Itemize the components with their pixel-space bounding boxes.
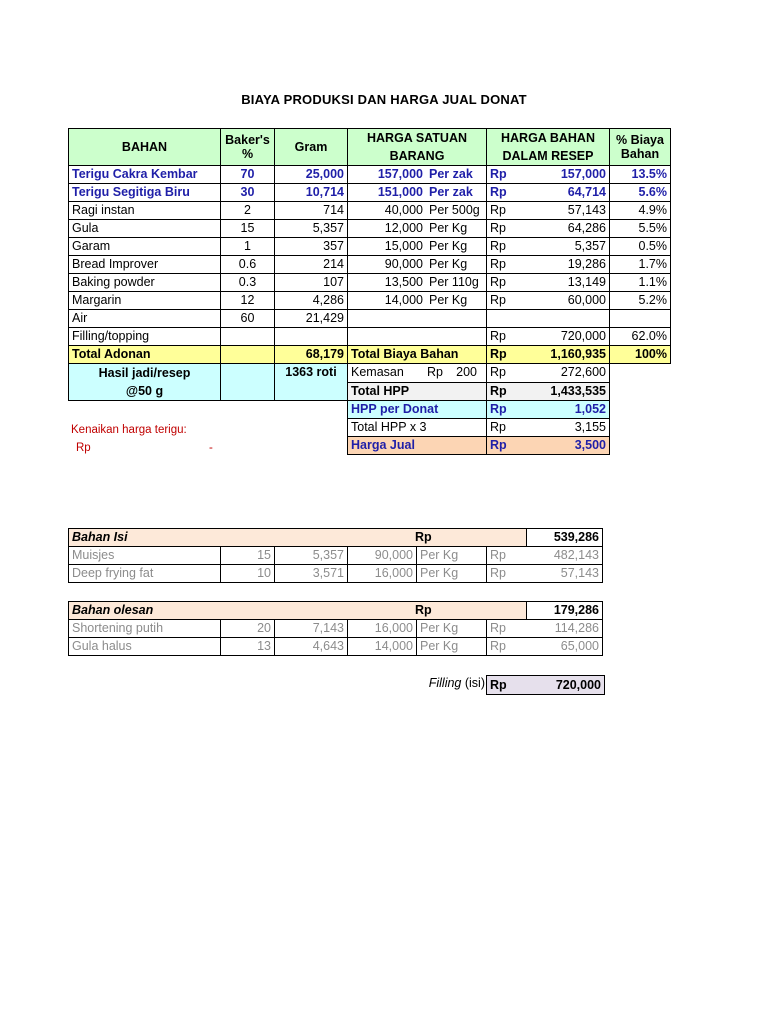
- hpp-donat-row: [69, 401, 671, 419]
- ingredient-gram: 21,429: [275, 310, 348, 328]
- hasil-roti: 1363 roti: [275, 364, 348, 401]
- item-value: 482,143: [527, 547, 603, 565]
- item-name: Deep frying fat: [69, 565, 221, 583]
- ingredient-name: Gula: [69, 220, 221, 238]
- ingredient-bakers: 0.3: [221, 274, 275, 292]
- item-rp: Rp: [487, 547, 527, 565]
- total-row: [69, 346, 671, 364]
- ingredient-name: Baking powder: [69, 274, 221, 292]
- ingredient-harga-satuan: [348, 328, 487, 346]
- table-row: [69, 328, 671, 346]
- ingredient-harga-bahan: Rp 64,714: [487, 184, 610, 202]
- ingredient-harga-bahan: Rp 157,000: [487, 166, 610, 184]
- table-row: [69, 256, 671, 274]
- table-row: [69, 238, 671, 256]
- ingredient-harga-satuan: 13,500 Per 110g: [348, 274, 487, 292]
- ingredient-harga-bahan: Rp 64,286: [487, 220, 610, 238]
- item-gram: 3,571: [275, 565, 348, 583]
- kenaikan-value: -: [209, 442, 213, 454]
- item-unit: Per Kg: [417, 620, 487, 638]
- item-harga: 16,000: [348, 620, 417, 638]
- bahan-isi-header: [69, 529, 603, 547]
- table-row: [69, 220, 671, 238]
- hpp-x3-value: Rp 3,155: [487, 419, 610, 437]
- ingredient-harga-bahan: [487, 310, 610, 328]
- ingredient-name: Margarin: [69, 292, 221, 310]
- bahan-olesan-value: Rp 179,286: [527, 602, 603, 620]
- ingredient-gram: 5,357: [275, 220, 348, 238]
- table-row: [69, 547, 603, 565]
- bahan-isi-table: [68, 528, 603, 583]
- cost-table: [68, 128, 671, 455]
- ingredient-name: Terigu Cakra Kembar: [69, 166, 221, 184]
- ingredient-harga-satuan: 15,000 Per Kg: [348, 238, 487, 256]
- table-row: [69, 166, 671, 184]
- kemasan-value: Rp 272,600: [487, 364, 610, 383]
- table-row: [69, 638, 603, 656]
- ingredient-harga-satuan: 12,000 Per Kg: [348, 220, 487, 238]
- table-row: [69, 184, 671, 202]
- ingredient-bakers: 60: [221, 310, 275, 328]
- kemasan-cell: Kemasan Rp 200: [348, 364, 487, 383]
- item-gram: 7,143: [275, 620, 348, 638]
- filling-value: Rp 720,000: [487, 676, 605, 695]
- total-biaya-label: Total Biaya Bahan: [348, 346, 487, 364]
- header-bakers: Baker's %: [221, 129, 275, 166]
- ingredient-persen: 0.5%: [610, 238, 671, 256]
- ingredient-harga-satuan: 151,000 Per zak: [348, 184, 487, 202]
- ingredient-persen: 1.7%: [610, 256, 671, 274]
- ingredient-persen: [610, 310, 671, 328]
- ingredient-bakers: 15: [221, 220, 275, 238]
- ingredient-harga-bahan: Rp 720,000: [487, 328, 610, 346]
- item-harga: 14,000: [348, 638, 417, 656]
- filling-label: Filling (isi): [428, 676, 485, 690]
- bahan-olesan-header: [69, 602, 603, 620]
- ingredient-name: Garam: [69, 238, 221, 256]
- page-title: BIAYA PRODUKSI DAN HARGA JUAL DONAT: [241, 92, 527, 107]
- ingredient-persen: 62.0%: [610, 328, 671, 346]
- ingredient-harga-bahan: Rp 57,143: [487, 202, 610, 220]
- total-hpp-value: Rp 1,433,535: [487, 382, 610, 401]
- ingredient-persen: 13.5%: [610, 166, 671, 184]
- total-gram: 68,179: [275, 346, 348, 364]
- ingredient-name: Filling/topping: [69, 328, 221, 346]
- item-pct: 10: [221, 565, 275, 583]
- hpp-donat-label: HPP per Donat: [348, 401, 487, 419]
- item-name: Gula halus: [69, 638, 221, 656]
- bahan-isi-label: Bahan Isi: [69, 529, 527, 547]
- ingredient-gram: 10,714: [275, 184, 348, 202]
- harga-jual-row: [69, 437, 671, 455]
- ingredient-gram: 107: [275, 274, 348, 292]
- item-name: Muisjes: [69, 547, 221, 565]
- ingredient-name: Air: [69, 310, 221, 328]
- kemasan-row: [69, 364, 671, 383]
- ingredient-bakers: 70: [221, 166, 275, 184]
- kenaikan-label: Kenaikan harga terigu:: [71, 424, 187, 436]
- ingredient-harga-satuan: [348, 310, 487, 328]
- bahan-olesan-table: [68, 601, 603, 656]
- item-gram: 4,643: [275, 638, 348, 656]
- ingredient-persen: 5.2%: [610, 292, 671, 310]
- item-rp: Rp: [487, 620, 527, 638]
- table-row: [69, 274, 671, 292]
- bahan-olesan-label: Bahan olesan: [69, 602, 527, 620]
- table-row: [69, 620, 603, 638]
- item-pct: 15: [221, 547, 275, 565]
- ingredient-harga-bahan: Rp 19,286: [487, 256, 610, 274]
- hpp-x3-label: Total HPP x 3: [348, 419, 487, 437]
- table-row: [69, 310, 671, 328]
- table-row: [69, 292, 671, 310]
- ingredient-gram: 357: [275, 238, 348, 256]
- hpp-donat-value: Rp 1,052: [487, 401, 610, 419]
- item-value: 57,143: [527, 565, 603, 583]
- ingredient-persen: 1.1%: [610, 274, 671, 292]
- item-value: 65,000: [527, 638, 603, 656]
- header-harga-bahan: HARGA BAHAN DALAM RESEP: [487, 129, 610, 166]
- ingredient-harga-satuan: 14,000 Per Kg: [348, 292, 487, 310]
- item-gram: 5,357: [275, 547, 348, 565]
- ingredient-persen: 5.5%: [610, 220, 671, 238]
- table-row: [69, 202, 671, 220]
- ingredient-gram: [275, 328, 348, 346]
- hasil-label: Hasil jadi/resep @50 g: [69, 364, 221, 401]
- ingredient-gram: 4,286: [275, 292, 348, 310]
- item-value: 114,286: [527, 620, 603, 638]
- header-persen-biaya: % Biaya Bahan: [610, 129, 671, 166]
- ingredient-persen: 5.6%: [610, 184, 671, 202]
- item-unit: Per Kg: [417, 565, 487, 583]
- ingredient-gram: 214: [275, 256, 348, 274]
- ingredient-name: Bread Improver: [69, 256, 221, 274]
- harga-jual-label: Harga Jual: [348, 437, 487, 455]
- item-rp: Rp: [487, 638, 527, 656]
- ingredient-bakers: 12: [221, 292, 275, 310]
- item-rp: Rp: [487, 565, 527, 583]
- ingredient-bakers: [221, 328, 275, 346]
- bahan-isi-value: Rp 539,286: [527, 529, 603, 547]
- ingredient-harga-bahan: Rp 5,357: [487, 238, 610, 256]
- item-name: Shortening putih: [69, 620, 221, 638]
- ingredient-name: Ragi instan: [69, 202, 221, 220]
- ingredient-gram: 714: [275, 202, 348, 220]
- total-hpp-label: Total HPP: [348, 382, 487, 401]
- filling-total: [486, 675, 605, 695]
- header-gram: Gram: [275, 129, 348, 166]
- ingredient-bakers: 30: [221, 184, 275, 202]
- total-label: Total Adonan: [69, 346, 221, 364]
- ingredient-name: Terigu Segitiga Biru: [69, 184, 221, 202]
- harga-jual-value: Rp 3,500: [487, 437, 610, 455]
- ingredient-harga-satuan: 157,000 Per zak: [348, 166, 487, 184]
- ingredient-bakers: 1: [221, 238, 275, 256]
- ingredient-bakers: 0.6: [221, 256, 275, 274]
- ingredient-bakers: 2: [221, 202, 275, 220]
- header-harga-satuan: HARGA SATUAN BARANG: [348, 129, 487, 166]
- item-harga: 90,000: [348, 547, 417, 565]
- item-pct: 13: [221, 638, 275, 656]
- table-row: [69, 565, 603, 583]
- ingredient-harga-satuan: 40,000 Per 500g: [348, 202, 487, 220]
- header-row: [69, 129, 671, 166]
- ingredient-harga-bahan: Rp 60,000: [487, 292, 610, 310]
- ingredient-harga-satuan: 90,000 Per Kg: [348, 256, 487, 274]
- item-unit: Per Kg: [417, 638, 487, 656]
- total-persen: 100%: [610, 346, 671, 364]
- ingredient-harga-bahan: Rp 13,149: [487, 274, 610, 292]
- item-unit: Per Kg: [417, 547, 487, 565]
- item-harga: 16,000: [348, 565, 417, 583]
- ingredient-gram: 25,000: [275, 166, 348, 184]
- kenaikan-rp: Rp: [76, 442, 91, 454]
- ingredient-persen: 4.9%: [610, 202, 671, 220]
- total-biaya-value: Rp 1,160,935: [487, 346, 610, 364]
- header-bahan: BAHAN: [69, 129, 221, 166]
- item-pct: 20: [221, 620, 275, 638]
